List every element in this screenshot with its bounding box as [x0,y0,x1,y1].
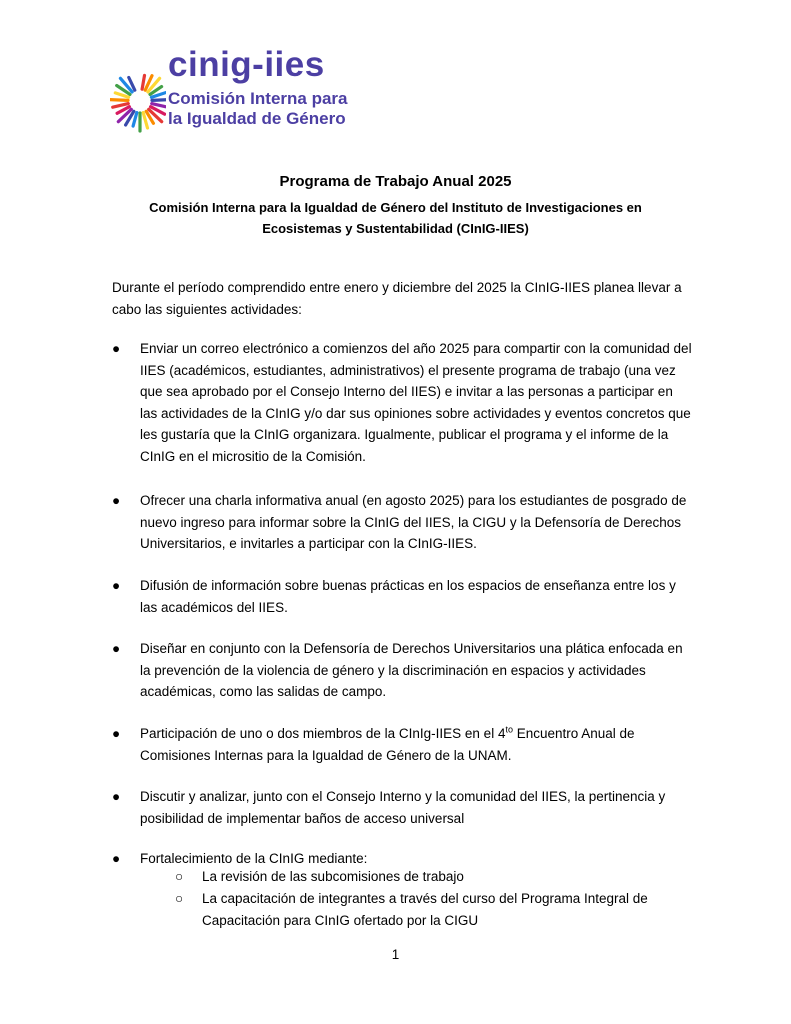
bullet-text-part: Participación de uno o dos miembros de la CInIg-IIES en el 4 [140,726,506,741]
bullet-text: Difusión de información sobre buenas prácticas en los espacios de enseñanza entre los y las académicos del IIES. [140,578,676,615]
bullet-text: Fortalecimiento de la CInIG mediante: [140,851,368,866]
bullet-text: Enviar un correo electrónico a comienzos del año 2025 para compartir con la comunidad del IIES (académicos, estudiantes, administrativos) el presente programa de trabajo (una vez que sea aprobado por el Consejo Interno del IIES) e invitar a las personas a participar en las actividades de la CInIG y/o dar sus opiniones sobre actividades y eventos concretos que les gustaría que la CInIG organizara. Igualmente, publicar el programa y el informe de la CInIG en el micrositio de la Comisión. [140,341,692,464]
logo-ray [110,100,128,101]
bullet-text: Ofrecer una charla informativa anual (en agosto 2025) para los estudiantes de posgrado de nuevo ingreso para informar sobre la CInIG del IIES, la CIGU y la Defensoría de Derechos Universitarios, e invitarles a participar con la CInIG-IIES. [140,493,687,551]
logo-ray [113,104,129,108]
bullet-icon: ● [112,341,121,356]
bullet-icon: ● [112,851,121,866]
logo-subtitle-line1: Comisión Interna para [168,89,348,108]
bullet-icon: ● [112,641,121,656]
logo-ray [142,75,144,89]
bullet-text: Discutir y analizar, junto con el Consejo Interno y la comunidad del IIES, la pertinencia y posibilidad de implementar baños de acceso universal [140,789,666,826]
logo-subtitle-line2: la Igualdad de Género [168,109,346,128]
bullet-text [140,723,692,766]
logo-ray [152,100,166,101]
bullet-icon: ● [112,493,121,508]
bullet-icon: ● [112,726,121,741]
sub-item-text: La revisión de las subcomisiones de trabajo [202,869,464,884]
ordinal-superscript: to [505,724,513,735]
document-title: Programa de Trabajo Anual 2025 [279,173,512,190]
bullet-text-part: Encuentro Anual de Comisiones Internas para la Igualdad de Género de la UNAM. [140,726,635,763]
rainbow-burst-icon [110,53,166,133]
cinig-logo [110,45,370,135]
page-number: 1 [391,947,400,962]
intro-paragraph: Durante el período comprendido entre enero y diciembre del 2025 la CInIG-IIES planea llevar a cabo las siguientes actividades: [112,280,682,317]
bullet-text: Diseñar en conjunto con la Defensoría de Derechos Universitarios una plática enfocada en la prevención de la violencia de género y la discriminación en espacios y actividades académicas, como las salidas de campo. [140,641,683,699]
sub-item-text: La capacitación de integrantes a través del curso del Programa Integral de Capacitación para CInIG ofertado por la CIGU [202,891,648,928]
hollow-circle-icon: ○ [175,869,184,884]
logo-title: cinig-iies [168,45,325,84]
bullet-icon: ● [112,789,121,804]
logo-ray [152,104,166,107]
document-subtitle: Comisión Interna para la Igualdad de Género del Instituto de Investigaciones en Ecosistemas y Sustentabilidad (CInIG-IIES) [149,200,642,236]
bullet-icon: ● [112,578,121,593]
hollow-circle-icon: ○ [175,891,184,906]
